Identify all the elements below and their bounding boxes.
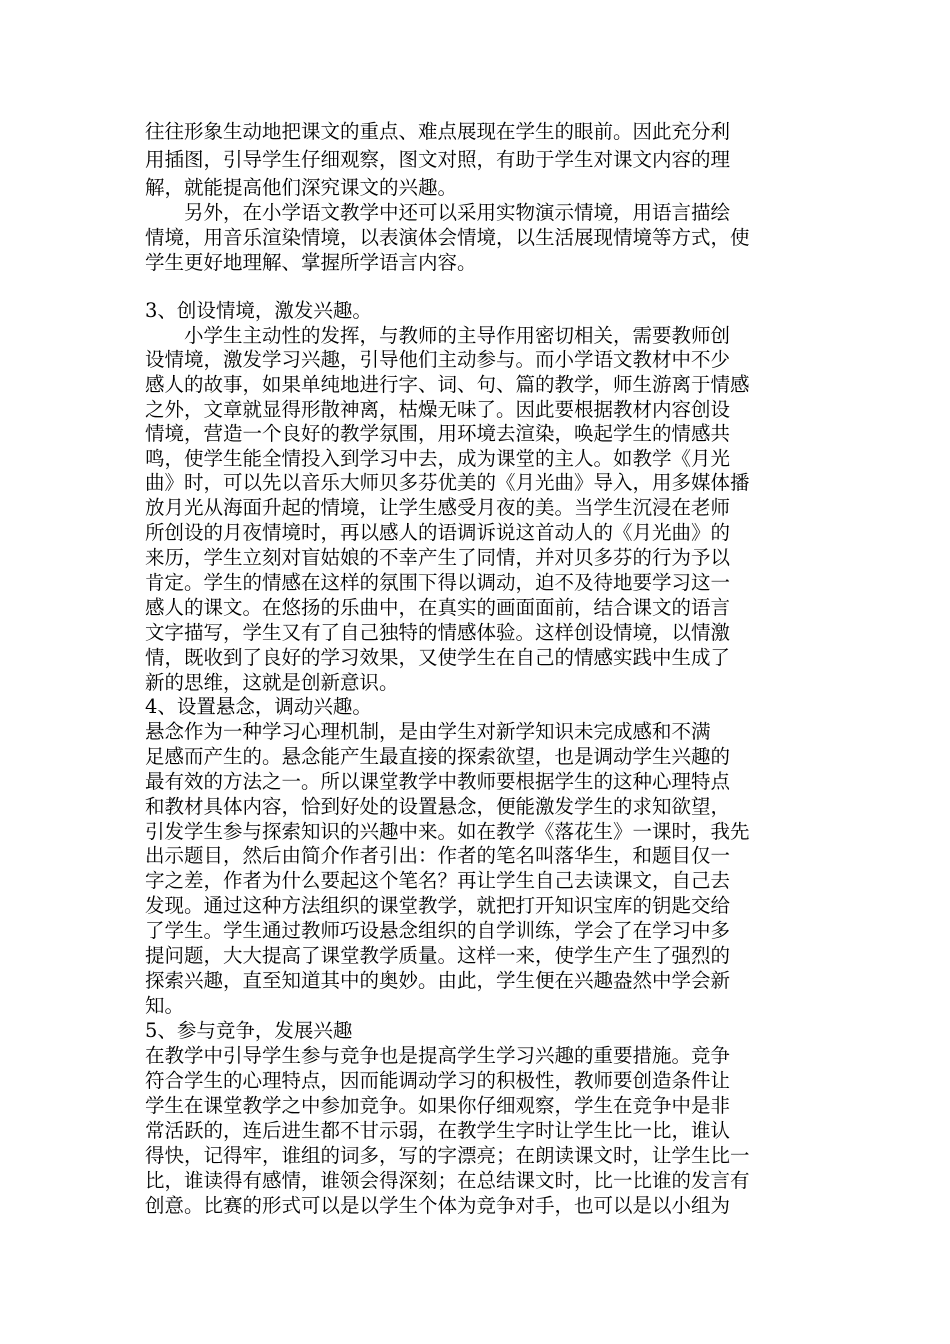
paragraph-line: 探索兴趣，直至知道其中的奥妙。由此，学生便在兴趣盎然中学会新 <box>145 969 731 992</box>
paragraph-line: 字之差，作者为什么要起这个笔名？再让学生自己去读课文，自己去 <box>145 869 731 892</box>
paragraph-line: 鸣，使学生能全情投入到学习中去，成为课堂的主人。如教学《月光 <box>145 447 731 470</box>
paragraph-line: 解，就能提高他们深究课文的兴趣。 <box>145 176 458 199</box>
paragraph-line: 曲》时，可以先以音乐大师贝多芬优美的《月光曲》导入，用多媒体播 <box>145 471 750 494</box>
paragraph-line: 用插图，引导学生仔细观察，图文对照，有助于学生对课文内容的理 <box>145 148 731 171</box>
paragraph-line: 往往形象生动地把课文的重点、难点展现在学生的眼前。因此充分利 <box>145 120 731 143</box>
paragraph-line: 放月光从海面升起的情境，让学生感受月夜的美。当学生沉浸在老师 <box>145 496 731 519</box>
paragraph-line: 出示题目，然后由简介作者引出：作者的笔名叫落华生，和题目仅一 <box>145 844 731 867</box>
paragraph-line: 肯定。学生的情感在这样的氛围下得以调动，迫不及待地要学习这一 <box>145 571 731 594</box>
paragraph-line: 感人的课文。在悠扬的乐曲中，在真实的画面面前，结合课文的语言 <box>145 596 731 619</box>
paragraph-line: 来历，学生立刻对盲姑娘的不幸产生了同情，并对贝多芬的行为予以 <box>145 546 731 569</box>
paragraph-line: 和教材具体内容，恰到好处的设置悬念，便能激发学生的求知欲望， <box>145 795 731 818</box>
paragraph-line: 引发学生参与探索知识的兴趣中来。如在教学《落花生》一课时，我先 <box>145 820 750 843</box>
paragraph-line: 常活跃的，连后进生都不甘示弱，在教学生字时让学生比一比，谁认 <box>145 1119 731 1142</box>
paragraph-line: 符合学生的心理特点，因而能调动学习的积极性，教师要创造条件让 <box>145 1069 731 1092</box>
paragraph-line: 知。 <box>145 994 185 1017</box>
paragraph-line: 足感而产生的。悬念能产生最直接的探索欲望，也是调动学生兴趣的 <box>145 745 731 768</box>
paragraph-line: 情境，用音乐渲染情境，以表演体会情境，以生活展现情境等方式，使 <box>145 226 750 249</box>
paragraph-line: 悬念作为一种学习心理机制，是由学生对新学知识未完成感和不满 <box>145 720 711 743</box>
paragraph-line: 所创设的月夜情境时，再以感人的语调诉说这首动人的《月光曲》的 <box>145 521 731 544</box>
paragraph-line: 之外，文章就显得形散神离，枯燥无味了。因此要根据教材内容创设 <box>145 398 731 421</box>
paragraph-line: 情境，营造一个良好的教学氛围，用环境去渲染，唤起学生的情感共 <box>145 422 731 445</box>
section-heading-5: 5、参与竞争，发展兴趣 <box>145 1019 353 1042</box>
paragraph-line: 感人的故事，如果单纯地进行字、词、句、篇的教学，师生游离于情感 <box>145 373 750 396</box>
paragraph-line: 发现。通过这种方法组织的课堂教学，就把打开知识宝库的钥匙交给 <box>145 894 731 917</box>
paragraph-line: 学生在课堂教学之中参加竞争。如果你仔细观察，学生在竞争中是非 <box>145 1094 731 1117</box>
paragraph-line: 创意。比赛的形式可以是以学生个体为竞争对手，也可以是以小组为 <box>145 1194 731 1217</box>
section-heading-3: 3、创设情境，激发兴趣。 <box>145 299 372 322</box>
paragraph-line: 了学生。学生通过教师巧设悬念组织的自学训练，学会了在学习中多 <box>145 919 731 942</box>
paragraph-line: 在教学中引导学生参与竞争也是提高学生学习兴趣的重要措施。竞争 <box>145 1044 731 1067</box>
paragraph-line: 文字描写，学生又有了自己独特的情感体验。这样创设情境，以情激 <box>145 621 731 644</box>
paragraph-line: 比，谁读得有感情，谁领会得深刻；在总结课文时，比一比谁的发言有 <box>145 1169 750 1192</box>
paragraph-line: 最有效的方法之一。所以课堂教学中教师要根据学生的这种心理特点 <box>145 770 731 793</box>
paragraph-line: 提问题，大大提高了课堂教学质量。这样一来，使学生产生了强烈的 <box>145 944 731 967</box>
paragraph-line: 设情境，激发学习兴趣，引导他们主动参与。而小学语文教材中不少 <box>145 348 731 371</box>
paragraph-line: 新的思维，这就是创新意识。 <box>145 671 399 694</box>
paragraph-line: 情，既收到了良好的学习效果，又使学生在自己的情感实践中生成了 <box>145 646 731 669</box>
paragraph-line: 另外，在小学语文教学中还可以采用实物演示情境，用语言描绘 <box>145 201 731 224</box>
section-heading-4: 4、设置悬念，调动兴趣。 <box>145 695 372 718</box>
paragraph-line: 得快，记得牢，谁组的词多，写的字漂亮；在朗读课文时，让学生比一 <box>145 1144 750 1167</box>
paragraph-line: 小学生主动性的发挥，与教师的主导作用密切相关，需要教师创 <box>145 324 731 347</box>
paragraph-line: 学生更好地理解、掌握所学语言内容。 <box>145 251 477 274</box>
